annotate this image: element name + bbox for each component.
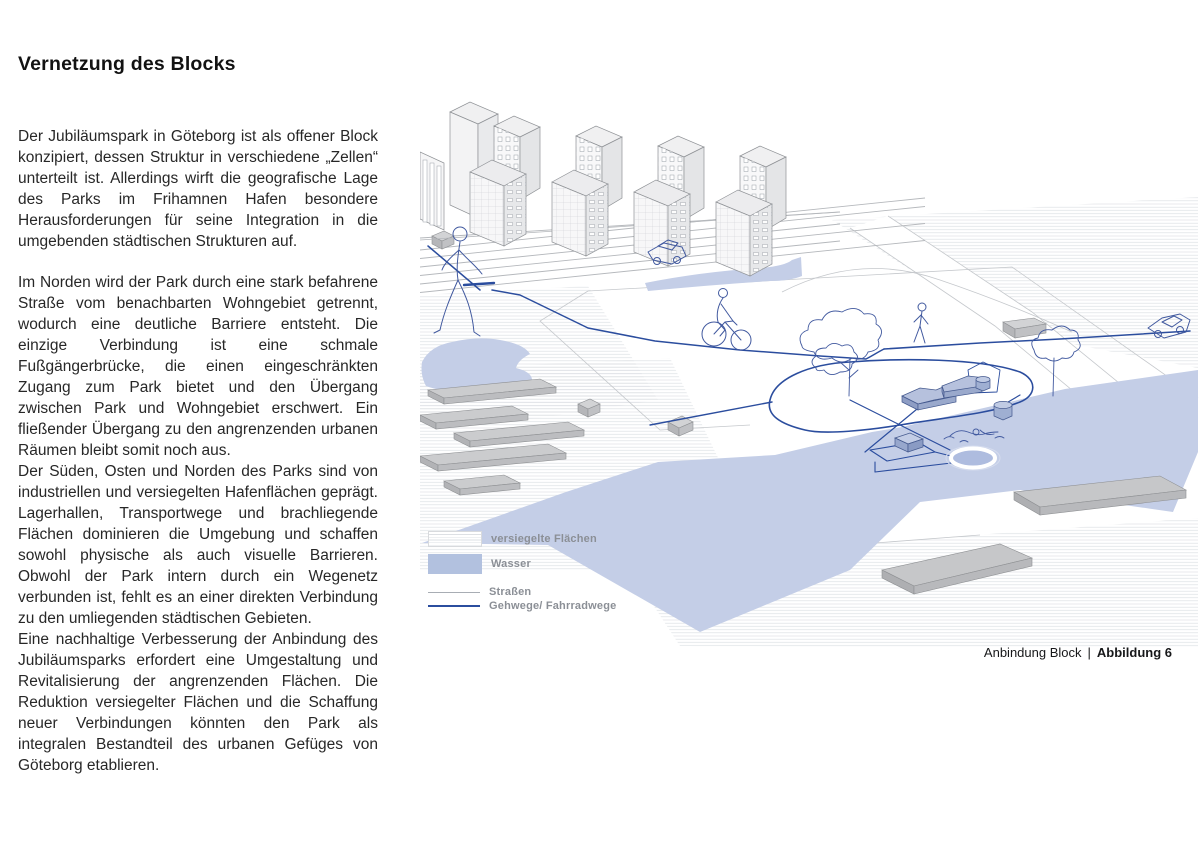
caption-figure-label: Abbildung 6 [1096,645,1172,660]
water-swatch-icon [428,554,482,574]
pedestrian-small [914,303,928,343]
apartment-buildings-row [420,102,840,276]
caption-separator: | [1087,645,1091,660]
legend-item-water [428,554,658,574]
caption-text: Anbindung Block [983,645,1082,660]
legend-item-streets [428,586,658,598]
tree-large [800,308,882,396]
legend-label: Straßen [489,586,532,598]
legend-label: Wasser [491,558,531,570]
paragraph-harbor-surroundings: Der Süden, Osten und Norden des Parks sind von industriellen und versiegelten Hafenflächen geprägt. Lagerhallen, Transportwege und brachliegende Flächen dominieren die Umgebung und schaffen sowohl physische als auch visuelle Barrieren. Obwohl der Park intern durch ein Wegenetz verbunden ist, fehlt es an einer direkten Verbindung zu den umliegenden städtischen Gebieten. [18,463,378,627]
page-title: Vernetzung des Blocks [18,53,236,76]
map-legend [428,531,658,612]
paragraph-improvement: Eine nachhaltige Verbesserung der Anbindung des Jubiläumsparks erfordert eine Umgestaltung und Revitalisierung der angrenzenden Flächen. Die Reduktion versiegelter Flächen und die Schaffung neuer Verbindungen könnten den Park als integralen Bestandteil des urbanen Gefüges von Göteborg etablieren. [18,631,378,774]
hatched-swatch-icon [428,531,482,547]
legend-item-sealed-surfaces [428,531,658,547]
paragraph-north-barrier: Im Norden wird der Park durch eine stark befahrene Straße vom benachbarten Wohngebiet getrennt, wodurch eine deutliche Barriere entsteht. Die einzige Verbindung ist eine schmale Fußgängerbrücke, die einen eingeschränkten Zugang zum Park bietet und den Übergang zwischen Park und Wohngebiet erschwert. Ein fließender Übergang zu den angrenzenden urbanen Räumen bleibt somit noch aus. [18,274,378,459]
street-line-icon [428,592,480,593]
round-pavilion-small [976,377,990,392]
circular-pool [946,446,1000,470]
paragraph-intro: Der Jubiläumspark in Göteborg ist als offener Block konzipiert, dessen Struktur in verschiedene „Zellen“ unterteilt ist. Allerdings wirft die geografische Lage des Parks im Frihamnen Hafen besondere Herausforderungen für seine Integration in die umgebenden städtischen Strukturen auf. [18,128,378,250]
figure-caption [984,645,1172,660]
body-text-column [18,126,378,776]
footpath-line-icon [428,605,480,607]
legend-label: Gehwege/ Fahrradwege [489,600,617,612]
round-pavilion-large [994,401,1012,420]
striped-building [420,152,444,230]
bridge-deck [464,283,494,285]
legend-item-footpaths [428,600,658,612]
legend-label: versiegelte Flächen [491,533,597,545]
cyclist [702,289,751,351]
